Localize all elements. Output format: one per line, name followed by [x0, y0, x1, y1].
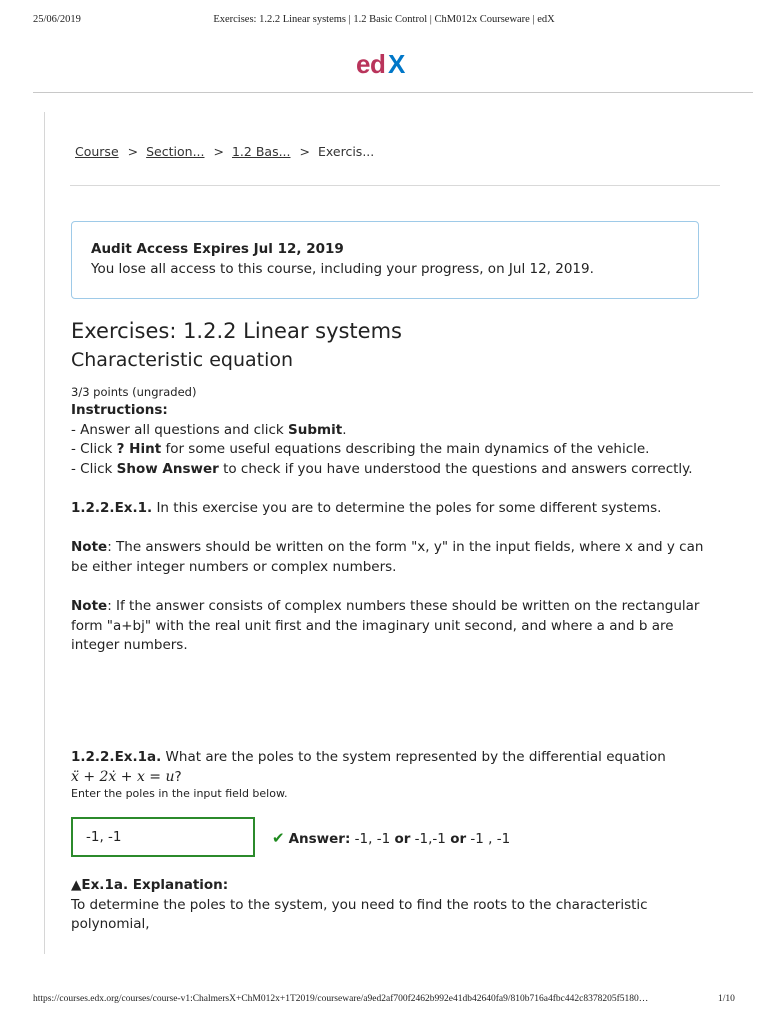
problem-body [71, 384, 711, 656]
question-ex1a [71, 748, 711, 801]
audit-title: Audit Access Expires Jul 12, 2019 [91, 241, 344, 257]
explanation [71, 876, 711, 935]
poles-input[interactable]: -1, -1 [71, 817, 255, 857]
note-format: Note: The answers should be written on the form "x, y" in the input fields, where x and y can be either integer numbers or complex numbers. [71, 539, 704, 575]
breadcrumb-subsection[interactable]: 1.2 Bas... [231, 144, 291, 159]
breadcrumb [75, 144, 374, 159]
edx-logo[interactable] [356, 50, 416, 78]
logo-d: d [370, 50, 386, 78]
instruction-line-2: - Click ? Hint for some useful equations describing the main dynamics of the vehicle. [71, 441, 650, 458]
logo-e: e [356, 50, 371, 78]
page-subtitle: Characteristic equation [71, 349, 294, 371]
note-complex: Note: If the answer consists of complex numbers these should be written on the rectangular form "a+bj" with the real unit first and the imaginary unit second, and where a and b are integer numbers. [71, 597, 700, 654]
answer-label: Answer: [288, 831, 351, 847]
breadcrumb-separator: > [127, 144, 139, 159]
audit-access-banner [71, 221, 699, 299]
content-border [44, 112, 45, 954]
print-date: 25/06/2019 [33, 14, 81, 25]
header-divider [33, 92, 753, 93]
instruction-line-3: - Click Show Answer to check if you have understood the questions and answers correctly. [71, 460, 693, 477]
points-label: 3/3 points (ungraded) [71, 385, 197, 399]
breadcrumb-divider [70, 185, 720, 186]
exercise-intro: 1.2.2.Ex.1. In this exercise you are to determine the poles for some different systems. [71, 499, 662, 516]
breadcrumb-course[interactable]: Course [75, 144, 119, 159]
instruction-line-1: - Answer all questions and click Submit. [71, 421, 347, 438]
breadcrumb-current: Exercis... [318, 144, 375, 159]
explanation-text: To determine the poles to the system, you need to find the roots to the characteristic polynomial, [71, 896, 648, 933]
breadcrumb-section[interactable]: Section... [146, 144, 205, 159]
question-text: 1.2.2.Ex.1a. What are the poles to the system represented by the differential equation [71, 749, 666, 765]
print-title: Exercises: 1.2.2 Linear systems | 1.2 Basic Control | ChM012x Courseware | edX [213, 14, 555, 25]
question-equation: ẍ + 2ẋ + x = u? [71, 768, 182, 785]
answer-display: ✔ Answer: -1, -1 or -1,-1 or -1 , -1 [272, 829, 511, 847]
instructions-label: Instructions: [71, 402, 168, 418]
explanation-toggle[interactable]: ▲Ex.1a. Explanation: [71, 877, 229, 893]
page-number: 1/10 [718, 994, 735, 1004]
page-title: Exercises: 1.2.2 Linear systems [71, 319, 402, 343]
check-icon: ✔ [272, 829, 285, 847]
breadcrumb-separator: > [299, 144, 310, 159]
print-url: https://courses.edx.org/courses/course-v1:ChalmersX+ChM012x+1T2019/courseware/a9ed2af700f2462b992e41db42640fa9/810b716a4fbc442c8378205f5180… [33, 994, 649, 1004]
input-hint: Enter the poles in the input field below. [71, 787, 288, 801]
breadcrumb-separator: > [213, 144, 224, 159]
audit-description: You lose all access to this course, including your progress, on Jul 12, 2019. [91, 261, 594, 277]
logo-x: X [388, 50, 406, 78]
